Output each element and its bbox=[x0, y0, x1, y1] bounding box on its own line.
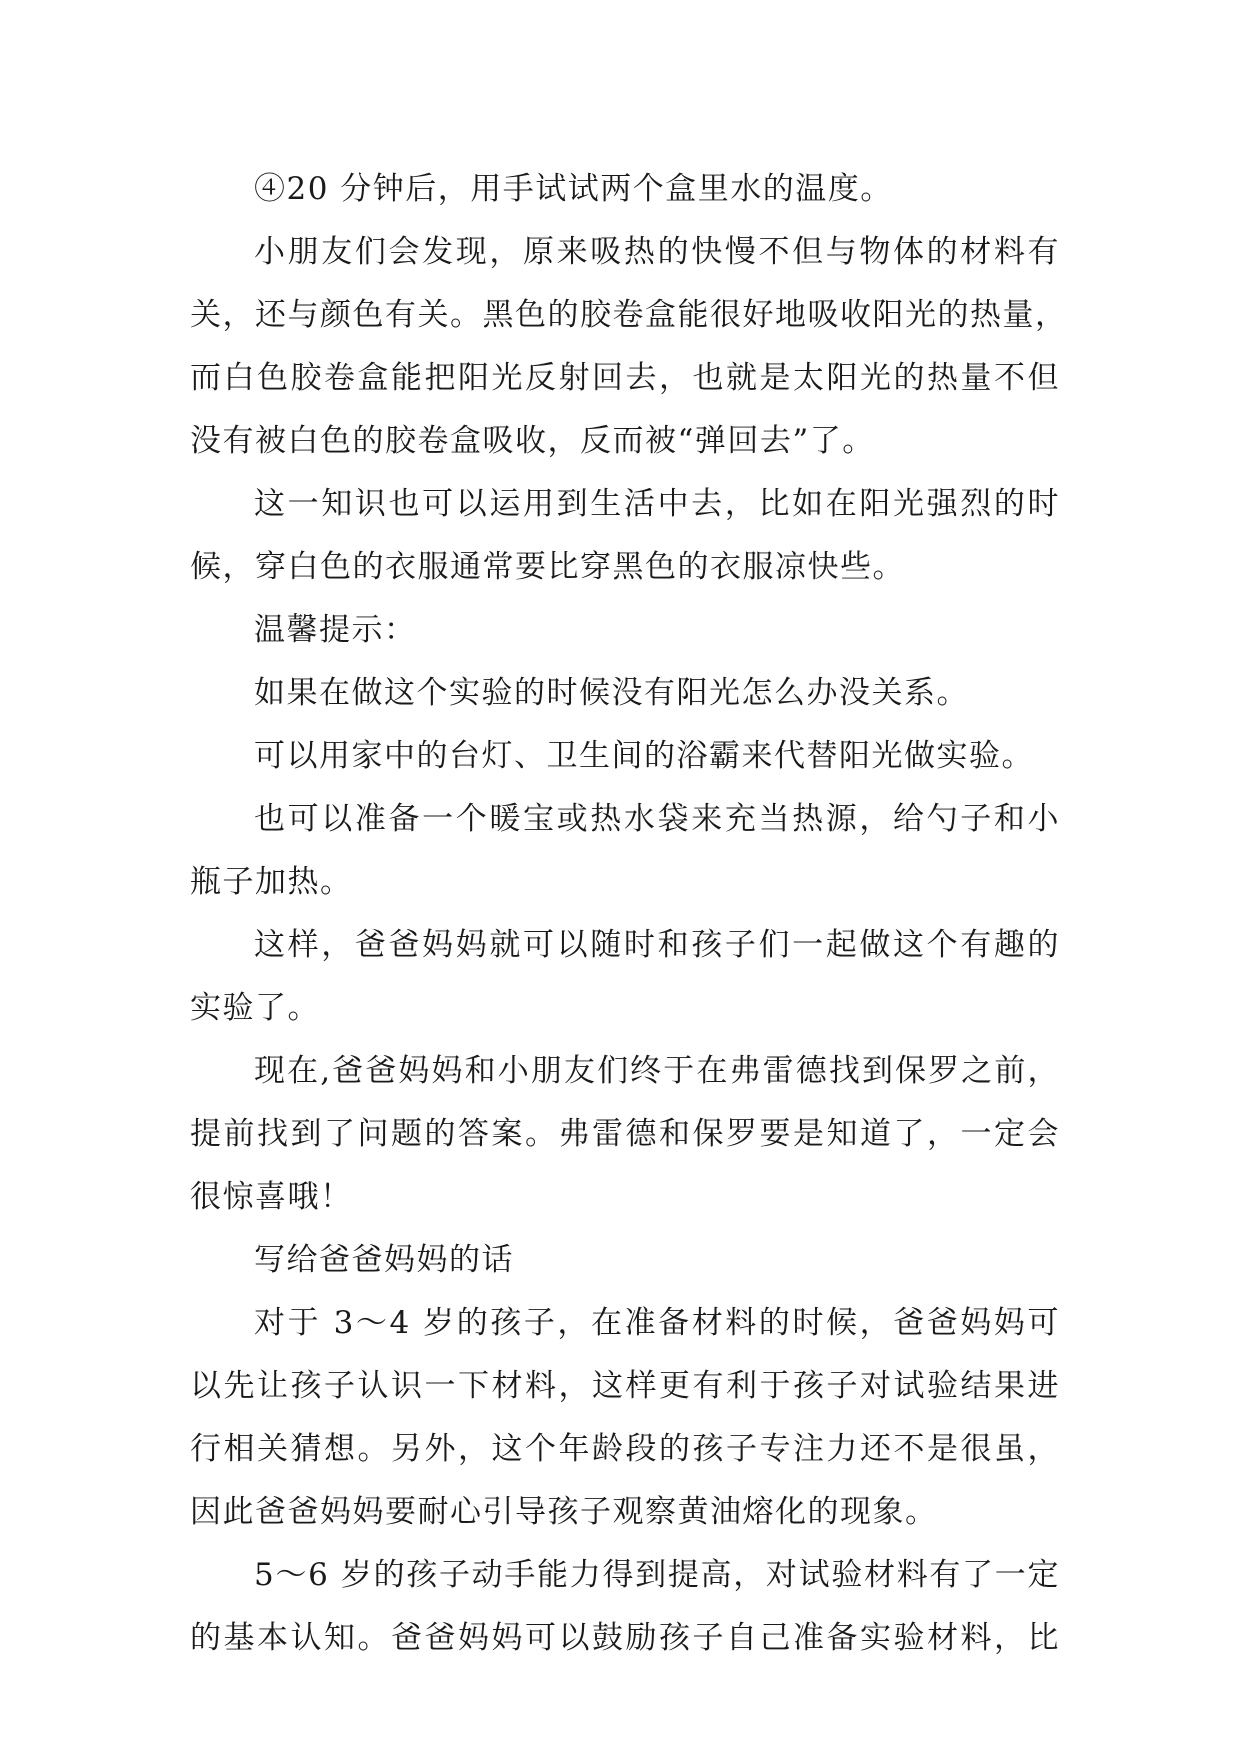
text-line: 可以用家中的台灯、卫生间的浴霸来代替阳光做实验。 bbox=[254, 738, 1034, 774]
text-line: 提前找到了问题的答案。弗雷德和保罗要是知道了，一定会 bbox=[190, 1116, 1060, 1152]
text-line: 现在,爸爸妈妈和小朋友们终于在弗雷德找到保罗之前， bbox=[254, 1053, 1060, 1089]
text-line: 对于 3～4 岁的孩子，在准备材料的时候，爸爸妈妈可 bbox=[254, 1305, 1060, 1341]
text-line: 因此爸爸妈妈要耐心引导孩子观察黄油熔化的现象。 bbox=[190, 1494, 938, 1530]
text-line: 这一知识也可以运用到生活中去，比如在阳光强烈的时 bbox=[254, 486, 1060, 522]
text-line: 关，还与颜色有关。黑色的胶卷盒能很好地吸收阳光的热量， bbox=[190, 297, 1068, 333]
text-line: 温馨提示： bbox=[254, 612, 417, 648]
text-line: 行相关猜想。另外，这个年龄段的孩子专注力还不是很虽， bbox=[190, 1431, 1060, 1467]
text-line: 实验了。 bbox=[190, 990, 320, 1026]
text-line: 很惊喜哦！ bbox=[190, 1179, 353, 1215]
text-line: 的基本认知。爸爸妈妈可以鼓励孩子自己准备实验材料，比 bbox=[190, 1620, 1060, 1656]
text-line: 也可以准备一个暖宝或热水袋来充当热源，给勺子和小 bbox=[254, 801, 1060, 837]
text-line: ④20 分钟后，用手试试两个盒里水的温度。 bbox=[254, 171, 893, 207]
text-line: 5～6 岁的孩子动手能力得到提高，对试验材料有了一定 bbox=[254, 1557, 1060, 1593]
text-line: 这样，爸爸妈妈就可以随时和孩子们一起做这个有趣的 bbox=[254, 927, 1060, 963]
section-heading: 写给爸爸妈妈的话 bbox=[254, 1242, 514, 1278]
text-line: 如果在做这个实验的时候没有阳光怎么办没关系。 bbox=[254, 675, 969, 711]
text-line: 没有被白色的胶卷盒吸收，反而被“弹回去”了。 bbox=[190, 423, 875, 459]
text-line: 瓶子加热。 bbox=[190, 864, 353, 900]
text-line: 候，穿白色的衣服通常要比穿黑色的衣服凉快些。 bbox=[190, 549, 905, 585]
document-body bbox=[190, 158, 1068, 1670]
text-line: 小朋友们会发现，原来吸热的快慢不但与物体的材料有 bbox=[254, 234, 1060, 270]
text-line: 而白色胶卷盒能把阳光反射回去，也就是太阳光的热量不但 bbox=[190, 360, 1060, 396]
text-line: 以先让孩子认识一下材料，这样更有利于孩子对试验结果进 bbox=[190, 1368, 1060, 1404]
